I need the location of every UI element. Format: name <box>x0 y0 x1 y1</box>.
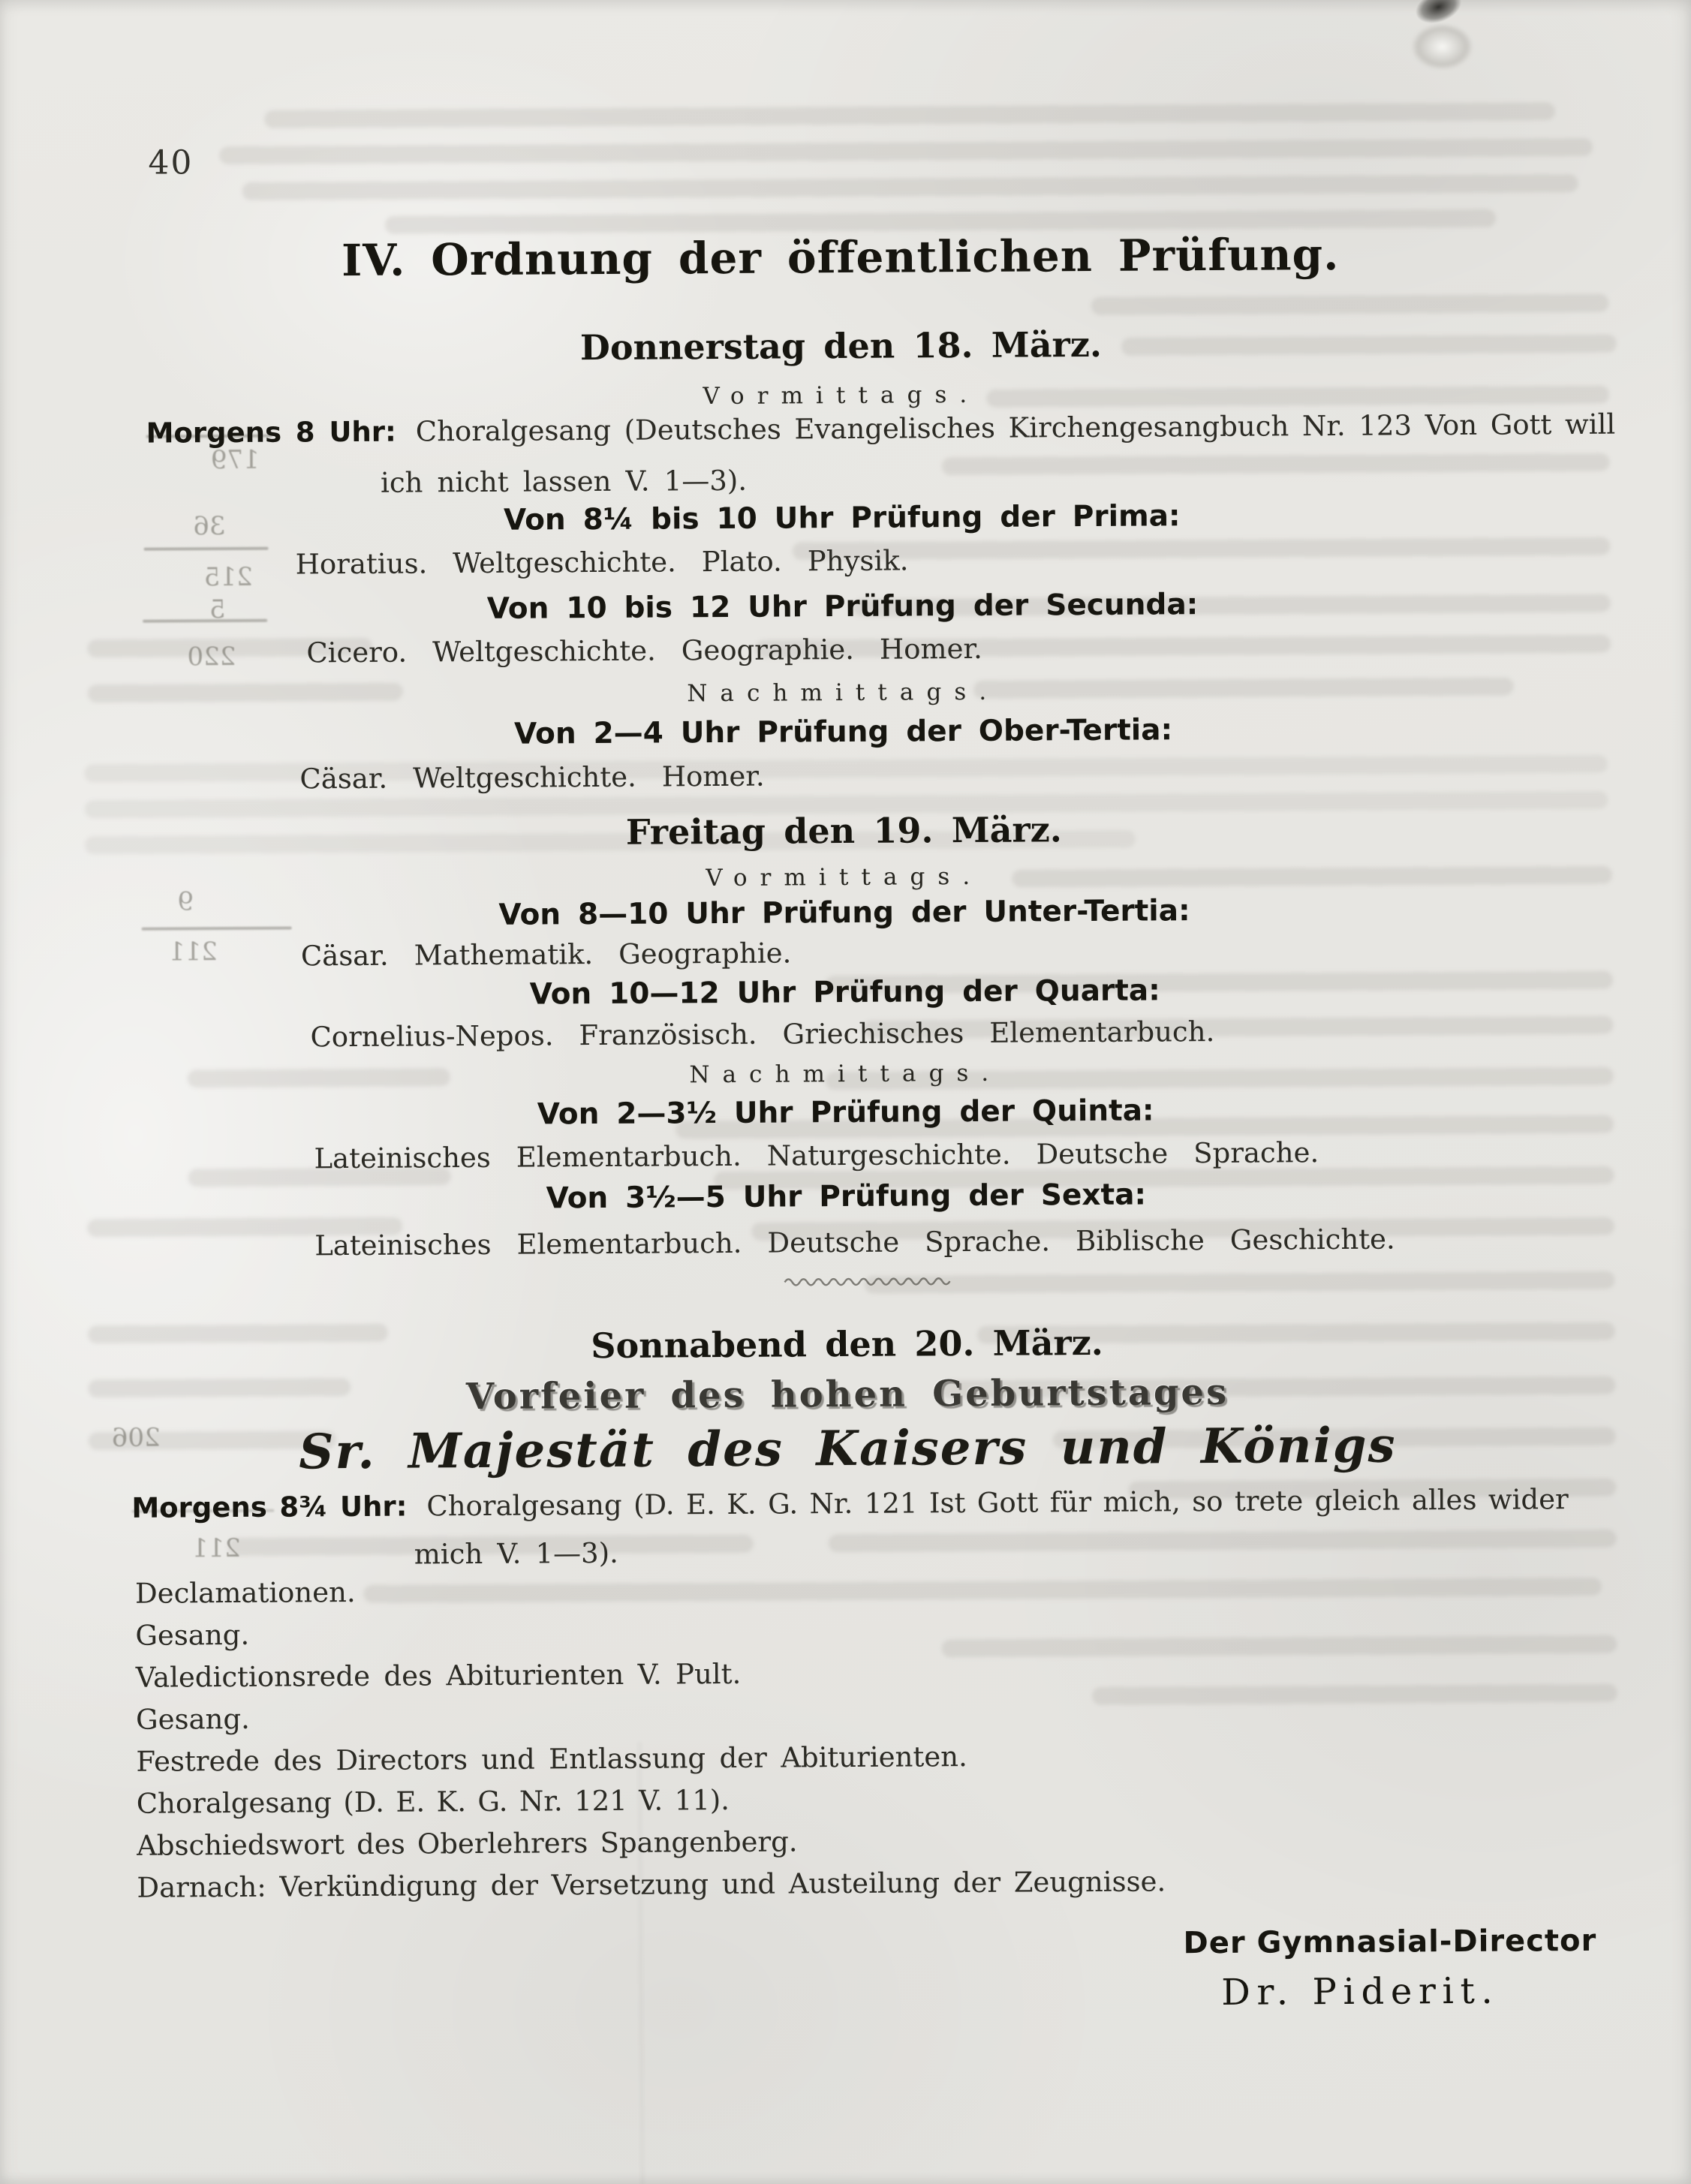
opening-text-continued: ich nicht lassen V. 1—3). <box>380 464 748 499</box>
time-label: Morgens 8 Uhr: <box>146 415 396 450</box>
bleed-through-streak <box>942 453 1610 475</box>
celebration-heading: Vorfeier des hohen Geburtstages <box>465 1370 1229 1418</box>
exam-subjects-quarta: Cornelius-Nepos. Französisch. Griechisches Elementarbuch. <box>310 1015 1215 1054</box>
ghost-number: 179 <box>210 444 260 476</box>
exam-heading-quinta: Von 2—3½ Uhr Prüfung der Quinta: <box>537 1094 1154 1132</box>
program-item: Abschiedswort des Oberlehrers Spangenberg. <box>136 1825 798 1862</box>
bleed-through-streak <box>264 102 1555 128</box>
bleed-through-streak <box>219 138 1593 164</box>
program-item: Gesang. <box>135 1702 251 1736</box>
bleed-through-streak <box>242 174 1578 200</box>
bleed-through-streak <box>829 1530 1617 1552</box>
program-item: Gesang. <box>135 1618 250 1652</box>
wavy-divider <box>783 1274 955 1288</box>
exam-heading-unter-tertia: Von 8—10 Uhr Prüfung der Unter-Tertia: <box>498 894 1190 932</box>
time-label: Morgens 8¾ Uhr: <box>131 1490 408 1524</box>
opening-text-continued: mich V. 1—3). <box>414 1536 618 1571</box>
program-item: Valedictionsrede des Abiturienten V. Pult. <box>135 1657 742 1694</box>
program-item: Choralgesang (D. E. K. G. Nr. 121 V. 11). <box>136 1783 730 1820</box>
page-number: 40 <box>148 143 194 182</box>
schedule-opening-line <box>146 410 1616 450</box>
signature-role: Der Gymnasial-Director <box>1183 1923 1597 1961</box>
ghost-rule <box>144 547 269 551</box>
bleed-through-streak <box>1092 1684 1617 1705</box>
ghost-number: 9 <box>177 886 194 917</box>
ghost-number: 5 <box>209 594 226 625</box>
program-item: Darnach: Verkündigung der Versetzung und Austeilung der Zeugnisse. <box>137 1865 1166 1904</box>
ghost-number: 206 <box>111 1422 161 1453</box>
exam-subjects-sexta: Lateinisches Elementarbuch. Deutsche Sprache. Biblische Geschichte. <box>314 1223 1395 1262</box>
session-label-morning: Vormittags. <box>703 381 980 411</box>
ghost-number: 211 <box>168 937 218 967</box>
session-label-afternoon: Nachmittags. <box>689 1059 1002 1089</box>
exam-subjects-unter-tertia: Cäsar. Mathematik. Geographie. <box>300 937 792 973</box>
exam-subjects-ober-tertia: Cäsar. Weltgeschichte. Homer. <box>299 760 765 796</box>
exam-subjects-secunda: Cicero. Weltgeschichte. Geographie. Homer. <box>306 632 982 669</box>
bleed-through-streak <box>793 537 1611 561</box>
bleed-through-streak <box>941 1635 1617 1657</box>
day-heading-saturday: Sonnabend den 20. März. <box>591 1322 1103 1367</box>
signature-name: Dr. Piderit. <box>1221 1969 1500 2014</box>
ghost-number: 211 <box>191 1533 241 1564</box>
exam-heading-sexta: Von 3½—5 Uhr Prüfung der Sexta: <box>546 1178 1147 1216</box>
opening-text: Choralgesang (D. E. K. G. Nr. 121 Ist Gott für mich, so trete gleich alles wider <box>426 1483 1569 1523</box>
exam-heading-secunda: Von 10 bis 12 Uhr Prüfung der Secunda: <box>486 588 1199 626</box>
session-label-morning: Vormittags. <box>706 862 983 892</box>
day-heading-friday: Freitag den 19. März. <box>625 809 1063 853</box>
exam-subjects-quinta: Lateinisches Elementarbuch. Naturgeschichte. Deutsche Sprache. <box>314 1136 1319 1175</box>
bleed-through-streak <box>1091 294 1609 315</box>
exam-heading-quarta: Von 10—12 Uhr Prüfung der Quarta: <box>529 973 1160 1012</box>
bleed-through-streak <box>363 1578 1602 1603</box>
program-item: Declamationen. <box>134 1576 356 1610</box>
program-item: Festrede des Directors und Entlassung der Abiturienten. <box>136 1740 967 1778</box>
paper-blemish <box>1403 17 1481 77</box>
schedule-opening-line <box>131 1485 1569 1524</box>
bleed-through-streak <box>864 1271 1614 1294</box>
exam-subjects-prima: Horatius. Weltgeschichte. Plato. Physik. <box>295 544 909 581</box>
day-heading-thursday: Donnerstag den 18. März. <box>579 323 1103 369</box>
session-label-afternoon: Nachmittags. <box>687 678 1000 708</box>
ghost-number: 220 <box>187 641 236 672</box>
opening-text: Choralgesang (Deutsches Evangelisches Kirchengesangbuch Nr. 123 Von Gott will <box>415 408 1616 448</box>
ghost-number: 215 <box>203 561 253 593</box>
document-title: IV. Ordnung der öffentlichen Prüfung. <box>341 228 1340 287</box>
ghost-number: 36 <box>193 511 226 542</box>
exam-heading-prima: Von 8¼ bis 10 Uhr Prüfung der Prima: <box>503 499 1181 537</box>
exam-heading-ober-tertia: Von 2—4 Uhr Prüfung der Ober-Tertia: <box>513 713 1173 751</box>
celebration-heading-majesty: Sr. Majestät des Kaisers und Königs <box>299 1417 1397 1481</box>
